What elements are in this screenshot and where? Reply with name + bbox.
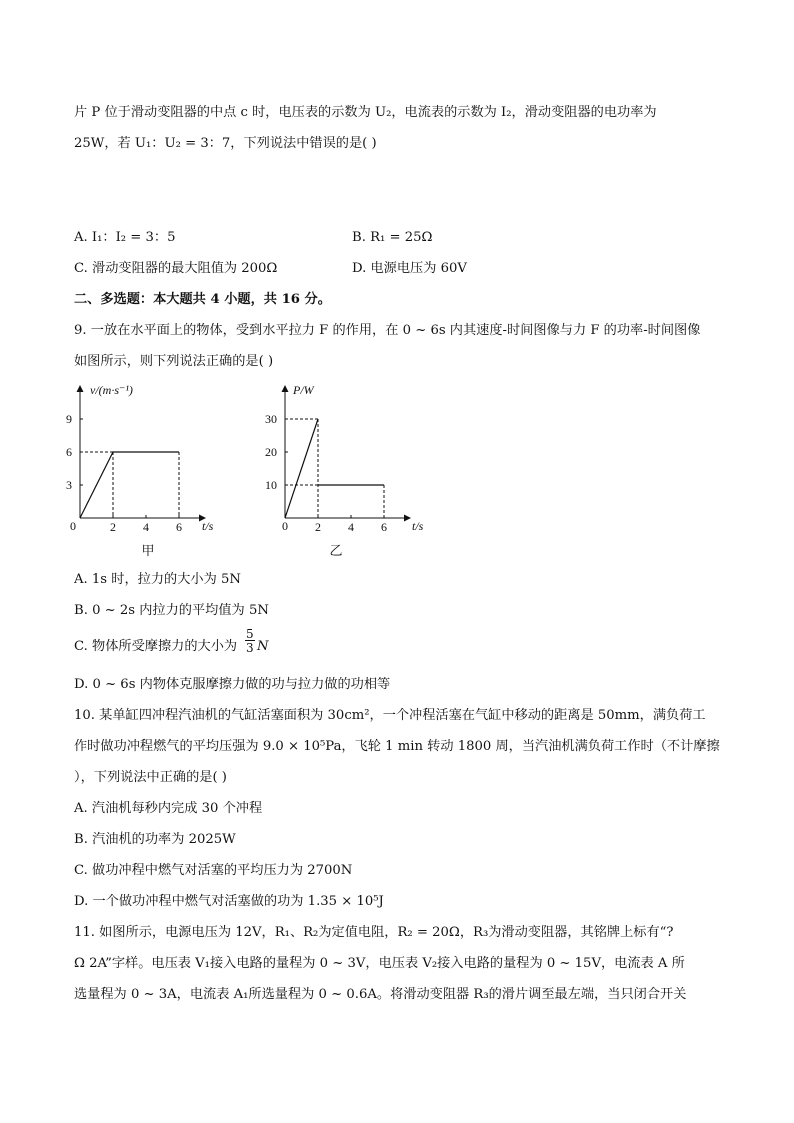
yi-y-tick-label: 10 [265,478,277,492]
yi-x-tick-label: 6 [381,520,387,534]
q11-stem-line-1: 11. 如图所示，电源电压为 12V，R₁、R₂为定值电阻，R₂ = 20Ω，R₃为滑动变阻器，其铭牌上标有“? [74,925,674,940]
q8-option-d: D. 电源电压为 60V [352,261,467,276]
yi-y-tick-label: 20 [265,445,277,459]
q10-stem-line-3: ），下列说法中正确的是( ) [74,770,227,785]
yi-plot [285,419,384,518]
yi-caption: 乙 [329,543,343,558]
figure-jia [66,383,214,558]
q11-stem-line-3: 选量程为 0 ~ 3A，电流表 A₁所选量程为 0 ~ 0.6A。将滑动变阻器 R₃的滑片调至最左端，当只闭合开关 [74,987,687,1002]
q9-option-c-unit: N [257,639,269,654]
q10-stem-line-2: 作时做功冲程燃气的平均压强为 9.0 × 10⁵Pa，飞轮 1 min 转动 1800 周，当汽油机满负荷工作时（不计摩擦 [74,739,720,754]
yi-x-tick-label: 4 [348,520,354,534]
jia-ticks [66,412,182,534]
q8-stem-line-2: 25W，若 U₁：U₂ = 3：7，下列说法中错误的是( ) [74,136,377,151]
q9-option-c: C. 物体所受摩擦力的大小为 [74,639,238,654]
yi-x-label: t/s [412,519,424,533]
q10-option-a: A. 汽油机每秒内完成 30 个冲程 [74,801,263,816]
yi-power-segment-1 [285,419,318,518]
fraction-numerator: 5 [246,627,254,641]
q8-option-c: C. 滑动变阻器的最大阻值为 200Ω [74,261,278,276]
q10-option-c: C. 做功冲程中燃气对活塞的平均压力为 2700N [74,863,353,878]
jia-plot [80,452,179,518]
q10-stem-line-1: 10. 某单缸四冲程汽油机的气缸活塞面积为 30cm²，一个冲程活塞在气缸中移动的距离是 50mm，满负荷工 [74,708,706,723]
yi-ticks [265,412,387,534]
yi-origin: 0 [282,519,288,533]
jia-velocity-line [80,452,179,518]
yi-y-tick-label: 30 [265,412,277,426]
jia-y-tick-label: 9 [66,412,72,426]
yi-x-tick-label: 2 [315,520,321,534]
fraction-denominator: 3 [246,641,254,655]
jia-origin: 0 [70,519,76,533]
q9-stem-line-2: 如图所示，则下列说法正确的是( ) [74,354,274,369]
jia-y-tick-label: 3 [66,478,72,492]
jia-y-tick-label: 6 [66,445,72,459]
figure-yi [265,383,424,558]
section-heading-multiple-choice: 二、多选题：本大题共 4 小题，共 16 分。 [74,292,331,307]
q9-option-d: D. 0 ~ 6s 内物体克服摩擦力做的功与拉力做的功相等 [74,677,391,692]
jia-y-label: v/(m·s⁻¹) [90,383,133,397]
q9-option-b: B. 0 ~ 2s 内拉力的平均值为 5N [74,603,269,618]
q8-stem-line-1: 片 P 位于滑动变阻器的中点 c 时，电压表的示数为 U₂，电流表的示数为 I₂，滑动变阻器的电功率为 [74,105,657,120]
q9-option-a: A. 1s 时，拉力的大小为 5N [74,572,241,587]
q9-figures [60,378,460,563]
jia-caption: 甲 [141,543,155,558]
jia-x-tick-label: 4 [143,520,149,534]
q8-option-b: B. R₁ = 25Ω [352,230,433,245]
q10-option-b: B. 汽油机的功率为 2025W [74,832,236,847]
jia-x-tick-label: 2 [110,520,116,534]
q11-stem-line-2: Ω 2A”字样。电压表 V₁接入电路的量程为 0 ~ 3V，电压表 V₂接入电路的量程为 0 ~ 15V，电流表 A 所 [74,956,685,971]
q10-option-d: D. 一个做功冲程中燃气对活塞做的功为 1.35 × 10⁵J [74,894,384,909]
jia-x-label: t/s [202,519,214,533]
yi-y-label: P/W [293,383,314,397]
q9-stem-line-1: 9. 一放在水平面上的物体，受到水平拉力 F 的作用，在 0 ~ 6s 内其速度-时间图像与力 F 的功率-时间图像 [74,323,701,338]
q9-option-c-fraction [245,628,255,654]
q8-option-a: A. I₁：I₂ = 3：5 [74,230,176,245]
jia-x-tick-label: 6 [176,520,182,534]
